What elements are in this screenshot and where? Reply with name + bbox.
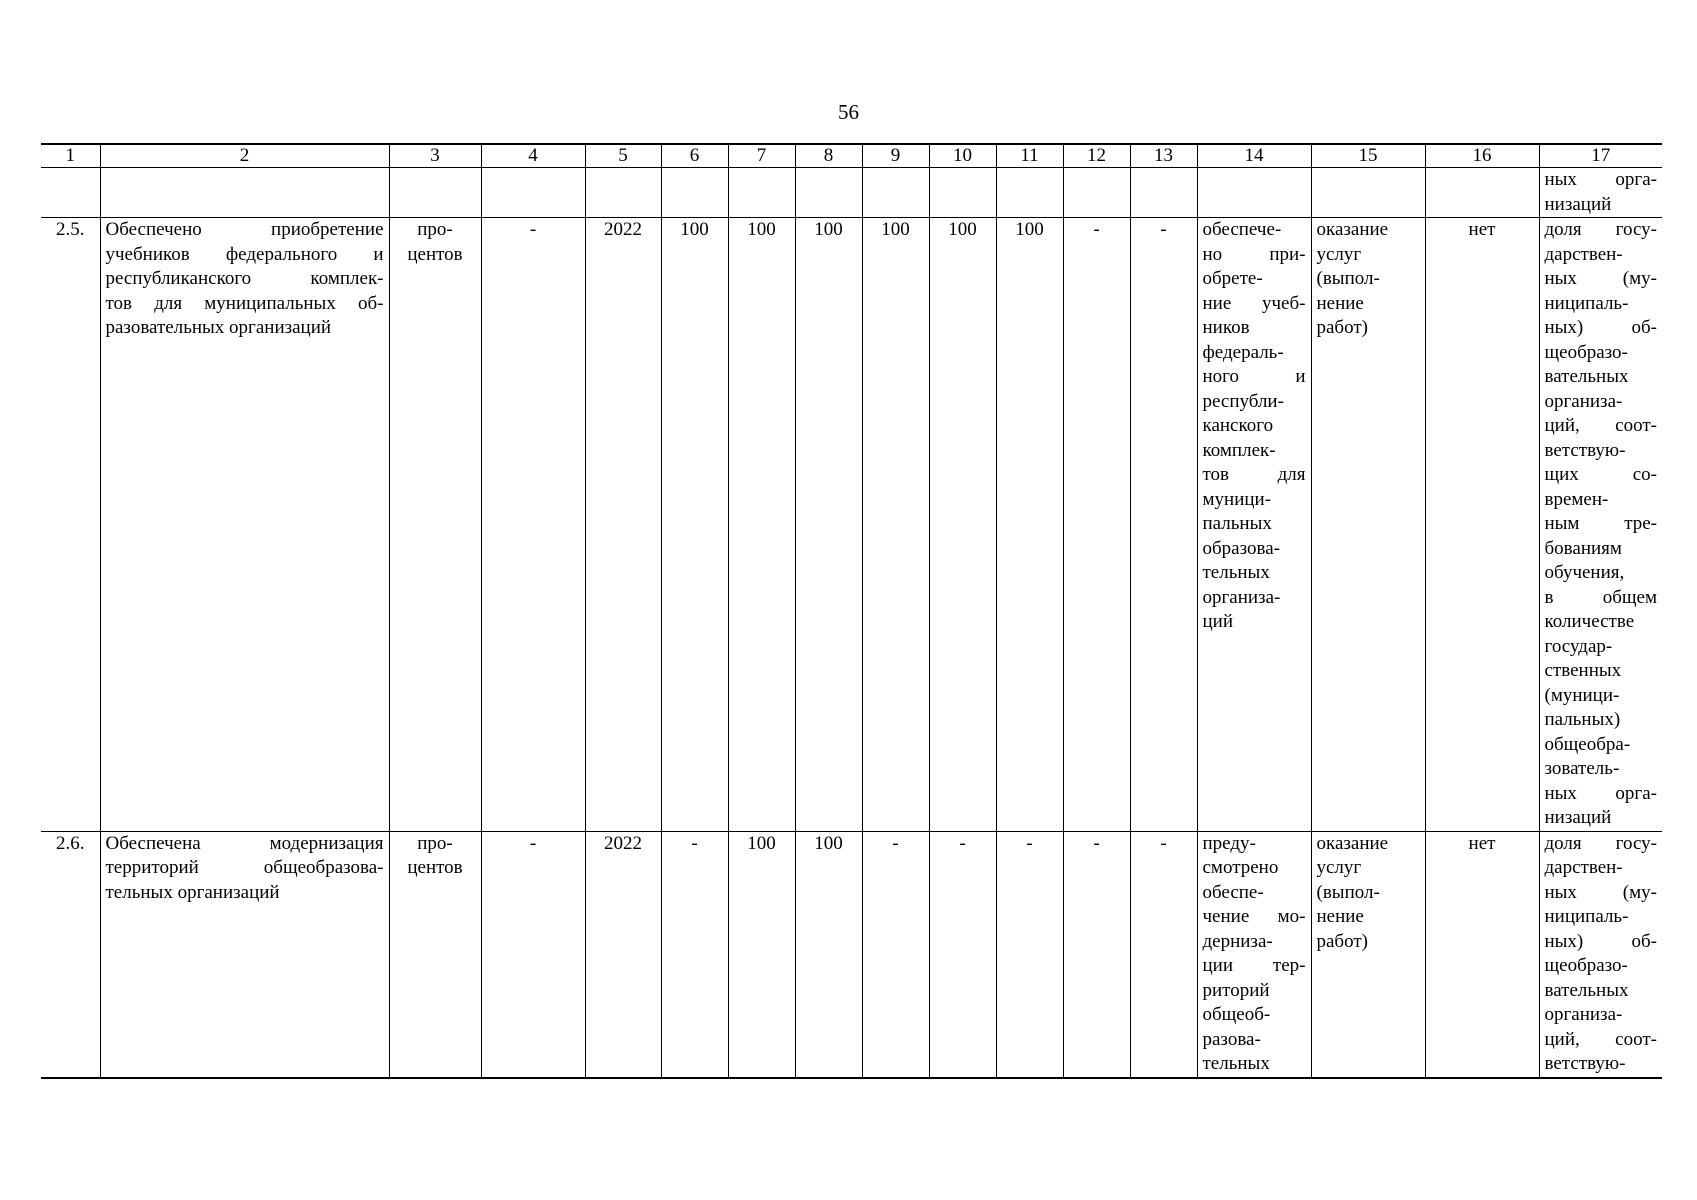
value-cell: 100 (728, 831, 795, 1078)
column-number: 2 (100, 144, 389, 168)
cell-line: канского (1202, 415, 1274, 436)
cell-line: обеспе- (1202, 881, 1264, 903)
cell-line: вательных (1544, 366, 1629, 387)
cell-line: оказание (1316, 832, 1389, 854)
type-cell (1311, 218, 1425, 832)
cell-line: ных орга- (1544, 169, 1657, 190)
column-number: 9 (862, 144, 929, 168)
table-cell (1197, 168, 1311, 218)
cell-line: щих со- (1544, 464, 1657, 485)
cell-line: ции тер- (1202, 955, 1306, 976)
indicator-description-cell (1539, 831, 1662, 1078)
unit-cell (389, 831, 481, 1078)
table-cell (41, 168, 100, 218)
column-number: 1 (41, 144, 100, 168)
cell-line: щеобразо- (1544, 341, 1628, 363)
value-cell: - (1063, 218, 1130, 832)
value-cell: 100 (661, 218, 728, 832)
result-name-cell (100, 218, 389, 832)
column-number: 3 (389, 144, 481, 168)
table-cell (481, 168, 585, 218)
column-number: 13 (1130, 144, 1197, 168)
cell-line: ных (му- (1544, 268, 1657, 289)
column-number: 6 (661, 144, 728, 168)
year-cell: 2022 (585, 831, 661, 1078)
cell-line: обеспече- (1202, 219, 1282, 240)
cell-line: ным тре- (1544, 513, 1657, 534)
value-cell: 100 (862, 218, 929, 832)
cell-line: центов (407, 857, 463, 878)
cell-line: низаций (1544, 807, 1612, 828)
cell-line: ние учеб- (1202, 292, 1306, 314)
unit-cell (389, 218, 481, 832)
column-number: 4 (481, 144, 585, 168)
cell-line: работ) (1316, 930, 1368, 952)
cell-line: бованиям (1544, 537, 1622, 559)
table-cell (929, 168, 996, 218)
cell-line: (муници- (1544, 684, 1620, 706)
cell-line: муници- (1202, 488, 1272, 510)
column-number: 8 (795, 144, 862, 168)
cell-line: ций (1202, 611, 1234, 632)
cell-line: времен- (1544, 488, 1609, 510)
value-cell: 100 (996, 218, 1063, 832)
table-cell: - (481, 218, 585, 832)
cell-line: дерниза- (1202, 930, 1273, 952)
value-cell: - (1130, 218, 1197, 832)
table-cell (1063, 168, 1130, 218)
column-number: 5 (585, 144, 661, 168)
cell-line: зователь- (1544, 758, 1620, 779)
value-cell: 100 (728, 218, 795, 832)
cell-line: дарствен- (1544, 243, 1623, 265)
cell-line: комплек- (1202, 439, 1276, 461)
cell-line: работ) (1316, 317, 1368, 338)
cell-line: услуг (1316, 243, 1362, 265)
cell-line: количестве (1544, 611, 1635, 632)
cell-line: тов для (1202, 464, 1306, 485)
row-number-cell: 2.6. (41, 831, 100, 1078)
value-cell: 100 (795, 831, 862, 1078)
cell-line: дарствен- (1544, 857, 1623, 878)
cell-line: пальных (1202, 513, 1272, 534)
table-cell (996, 168, 1063, 218)
flag-cell: нет (1425, 831, 1539, 1078)
cell-line: тельных (1202, 1053, 1270, 1074)
cell-line: ниципаль- (1544, 906, 1629, 927)
cell-line: ных) об- (1544, 930, 1657, 952)
column-number: 15 (1311, 144, 1425, 168)
value-cell: - (1130, 831, 1197, 1078)
table-cell (1425, 168, 1539, 218)
indicators-table (41, 143, 1662, 1079)
cell-line: низаций (1544, 193, 1612, 215)
value-cell: - (862, 831, 929, 1078)
cell-line: оказание (1316, 219, 1389, 240)
value-cell: 100 (795, 218, 862, 832)
table-cell (585, 168, 661, 218)
cell-line: территорий общеобразова- (105, 857, 384, 878)
cell-line: вательных (1544, 979, 1629, 1001)
table-cell (389, 168, 481, 218)
table-cell (1311, 168, 1425, 218)
cell-line: тельных (1202, 562, 1270, 583)
value-cell: 100 (929, 218, 996, 832)
description-cell (1197, 218, 1311, 832)
cell-line: тов для муниципальных об- (105, 292, 384, 314)
cell-line: (выпол- (1316, 881, 1380, 903)
row-number-cell: 2.5. (41, 218, 100, 832)
table-cell (728, 168, 795, 218)
table-cell (1130, 168, 1197, 218)
cell-line: ций, соот- (1544, 415, 1657, 436)
cell-line: Обеспечено приобретение (105, 219, 384, 240)
cell-line: нение (1316, 292, 1364, 314)
value-cell: - (661, 831, 728, 1078)
cell-line: чение мо- (1202, 906, 1306, 927)
table-cell (661, 168, 728, 218)
cell-line: про- (417, 219, 453, 240)
cell-line: учебников федерального и (105, 243, 384, 265)
description-cell (1197, 831, 1311, 1078)
column-number-row (41, 144, 1662, 168)
column-number: 7 (728, 144, 795, 168)
cell-line: доля госу- (1544, 219, 1657, 240)
value-cell: - (929, 831, 996, 1078)
cell-line: организа- (1202, 586, 1281, 608)
value-cell: - (996, 831, 1063, 1078)
column-number: 16 (1425, 144, 1539, 168)
cell-line: обучения, (1544, 562, 1625, 583)
column-number: 17 (1539, 144, 1662, 168)
cell-line: организа- (1544, 390, 1623, 412)
table-cell (795, 168, 862, 218)
indicator-description-cell (1539, 218, 1662, 832)
table-cell (100, 168, 389, 218)
cell-line: нение (1316, 906, 1364, 927)
column-number: 12 (1063, 144, 1130, 168)
table-row (41, 218, 1662, 832)
flag-cell: нет (1425, 218, 1539, 832)
column-number: 11 (996, 144, 1063, 168)
cell-line: ветствую- (1544, 439, 1626, 461)
cell-line: ных (му- (1544, 881, 1657, 903)
column-number: 14 (1197, 144, 1311, 168)
cell-line: тельных организаций (105, 881, 280, 903)
cell-line: общеобра- (1544, 733, 1631, 755)
cell-line: услуг (1316, 857, 1362, 878)
cell-line: общеоб- (1202, 1004, 1271, 1025)
cell-line: ций, соот- (1544, 1028, 1657, 1050)
cell-line: риторий (1202, 979, 1270, 1001)
cell-line: ветствую- (1544, 1053, 1626, 1074)
cell-line: государ- (1544, 635, 1613, 657)
indicator-description-cell (1539, 168, 1662, 218)
cell-line: ного и (1202, 366, 1306, 387)
cell-line: в общем (1544, 586, 1657, 608)
cell-line: Обеспечена модернизация (105, 832, 384, 854)
cell-line: республиканского комплек- (105, 268, 384, 289)
table-row (41, 831, 1662, 1078)
cell-line: ных орга- (1544, 782, 1657, 804)
cell-line: образова- (1202, 537, 1280, 559)
cell-line: доля госу- (1544, 832, 1657, 854)
year-cell: 2022 (585, 218, 661, 832)
cell-line: (выпол- (1316, 268, 1380, 289)
cell-line: ниципаль- (1544, 292, 1629, 314)
continuation-row (41, 168, 1662, 218)
result-name-cell (100, 831, 389, 1078)
cell-line: преду- (1202, 832, 1256, 854)
cell-line: разова- (1202, 1028, 1261, 1050)
table-cell (862, 168, 929, 218)
cell-line: ственных (1544, 660, 1622, 681)
page-number: 56 (838, 100, 859, 124)
cell-line: обрете- (1202, 268, 1263, 289)
type-cell (1311, 831, 1425, 1078)
column-number: 10 (929, 144, 996, 168)
cell-line: щеобразо- (1544, 955, 1628, 976)
cell-line: пальных) (1544, 709, 1621, 730)
cell-line: ников (1202, 317, 1250, 338)
cell-line: смотрено (1202, 857, 1279, 878)
table-cell: - (481, 831, 585, 1078)
value-cell: - (1063, 831, 1130, 1078)
cell-line: про- (417, 832, 453, 854)
cell-line: ных) об- (1544, 317, 1657, 338)
cell-line: федераль- (1202, 341, 1284, 363)
cell-line: организа- (1544, 1004, 1623, 1025)
cell-line: разовательных организаций (105, 317, 332, 338)
cell-line: но при- (1202, 243, 1306, 265)
cell-line: республи- (1202, 390, 1284, 412)
cell-line: центов (407, 243, 463, 265)
